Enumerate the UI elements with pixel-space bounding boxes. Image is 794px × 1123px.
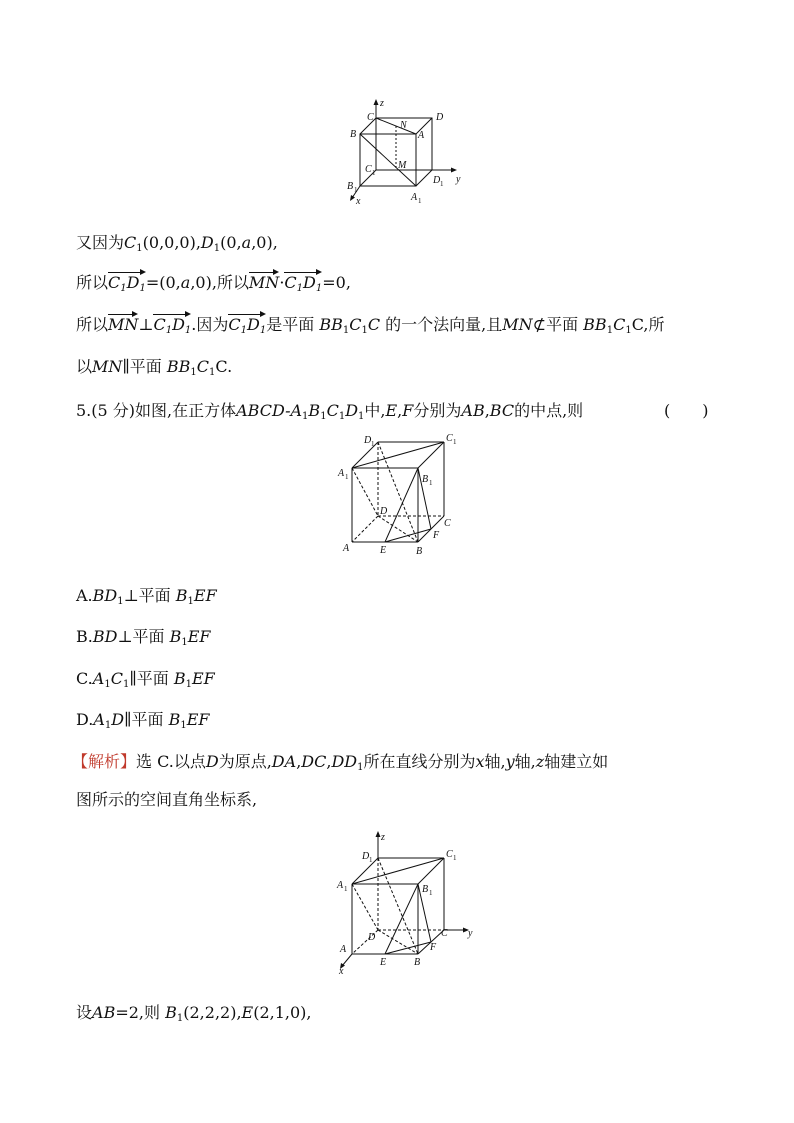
svg-text:1: 1	[453, 854, 457, 862]
option-C: $C.A_1C_1\parallel$平面 $B_1EF$	[76, 669, 215, 690]
fig3-label-D: D	[368, 932, 376, 943]
option-B: B.BD⊥平面 $B_1EF$	[76, 627, 211, 648]
fig2-label-C1: C	[446, 434, 453, 444]
option-D: $D.A_1D\parallel$平面 $B_1EF$	[76, 710, 210, 731]
figure-cube-axes-3	[328, 828, 478, 976]
fig3-label-y: y	[468, 928, 473, 939]
fig2-label-D: D	[380, 506, 388, 517]
fig3-label-C1: C	[446, 849, 453, 860]
solution-line-1: 【解析】选 C.以点D为原点$,DA,DC,DD_1$所在直线分别为x轴,y轴,z轴建立如	[72, 752, 609, 773]
fig1-label-D1-sub: 1	[440, 180, 444, 188]
fig1-label-A1-sub: 1	[418, 197, 422, 205]
cube-diagram-3	[328, 828, 478, 976]
fig1-label-C: C	[367, 112, 374, 123]
fig2-label-E: E	[380, 545, 387, 556]
text-last-line: 设AB=2,则 $B_1(2,2,2),E(2,1,0)$,	[76, 1003, 312, 1024]
vector-C1D1: $C_1D_1$	[108, 273, 146, 294]
svg-text:1: 1	[371, 440, 375, 448]
svg-text:1: 1	[344, 885, 348, 893]
fig1-label-y: y	[456, 174, 461, 185]
fig3-label-E: E	[380, 957, 387, 968]
fig1-label-C1-sub: 1	[372, 169, 376, 177]
fig1-label-B: B	[350, 129, 357, 140]
fig1-label-D1: D	[433, 175, 441, 186]
fig3-label-A1: A	[337, 880, 344, 891]
vector-C1D1: $C_1D_1$	[228, 315, 267, 336]
svg-text:1: 1	[453, 438, 457, 446]
text-line-2: 所以$C_1D_1=(0,a,0)$,所以$MN\cdot C_1D_1=0$,	[76, 273, 351, 294]
vector-C1D1: $C_1D_1$	[284, 273, 323, 294]
svg-text:1: 1	[345, 473, 349, 481]
fig2-label-C: C	[444, 518, 451, 529]
question-5-stem: 5.(5 分)如图,在正方体ABCD-$A_1B_1C_1D_1$中,E,F分别为AB,BC的中点,则	[76, 401, 584, 422]
figure-cube-2	[334, 434, 464, 560]
text-line-3: 所以$MN\perp C_1D_1$.因为$C_1D_1$是平面 $BB_1C_1C$ 的一个法向量,且MN⊄平面 $BB_1C_1C$,所	[76, 315, 665, 336]
fig3-label-z: z	[381, 832, 385, 843]
fig2-label-A1: A	[338, 468, 345, 479]
fig3-label-B1: B	[422, 884, 429, 895]
fig1-label-B1-sub: 1	[354, 186, 358, 194]
fig1-label-A: A	[418, 130, 425, 141]
text-line-4: 以MN∥平面 $BB_1C_1C$.	[76, 357, 233, 378]
fig1-label-C1: C	[365, 164, 372, 175]
svg-text:1: 1	[369, 856, 373, 864]
cube-diagram-1	[340, 96, 470, 211]
text-line-1: 又因为$C_1(0,0,0),D_1(0,a,0)$,	[76, 233, 278, 254]
fig2-label-A: A	[343, 543, 350, 554]
option-A: $A.BD_1\perp$平面 $B_1EF$	[76, 586, 217, 607]
vector-MN: MN	[108, 315, 139, 334]
fig3-label-C: C	[441, 928, 448, 939]
fig1-label-A1: A	[411, 192, 418, 203]
fig3-label-A: A	[340, 944, 347, 955]
fig1-label-D: D	[436, 112, 444, 123]
fig2-label-B: B	[416, 546, 423, 557]
vector-MN: MN	[248, 273, 280, 292]
fig2-label-D1: D	[364, 435, 372, 446]
figure-cube-axes-1	[340, 96, 470, 211]
fig1-label-M: M	[398, 160, 407, 171]
vector-C1D1: $C_1D_1$	[153, 315, 192, 336]
answer-parentheses: ( )	[664, 401, 709, 420]
svg-text:1: 1	[429, 889, 433, 897]
fig2-label-F: F	[433, 530, 440, 541]
fig1-label-x: x	[356, 196, 361, 207]
fig3-label-B: B	[414, 957, 421, 968]
fig3-label-F: F	[430, 942, 437, 953]
cube-diagram-2	[334, 434, 464, 560]
solution-tag: 【解析】	[72, 752, 137, 771]
solution-line-2: 图所示的空间直角坐标系,	[76, 790, 258, 809]
fig1-label-z: z	[380, 98, 384, 109]
svg-text:1: 1	[429, 479, 433, 487]
fig2-label-B1: B	[422, 474, 429, 485]
fig1-label-N: N	[400, 120, 407, 131]
fig3-label-x: x	[339, 966, 344, 976]
fig3-label-D1: D	[362, 851, 370, 862]
fig1-label-B1: B	[347, 181, 354, 192]
